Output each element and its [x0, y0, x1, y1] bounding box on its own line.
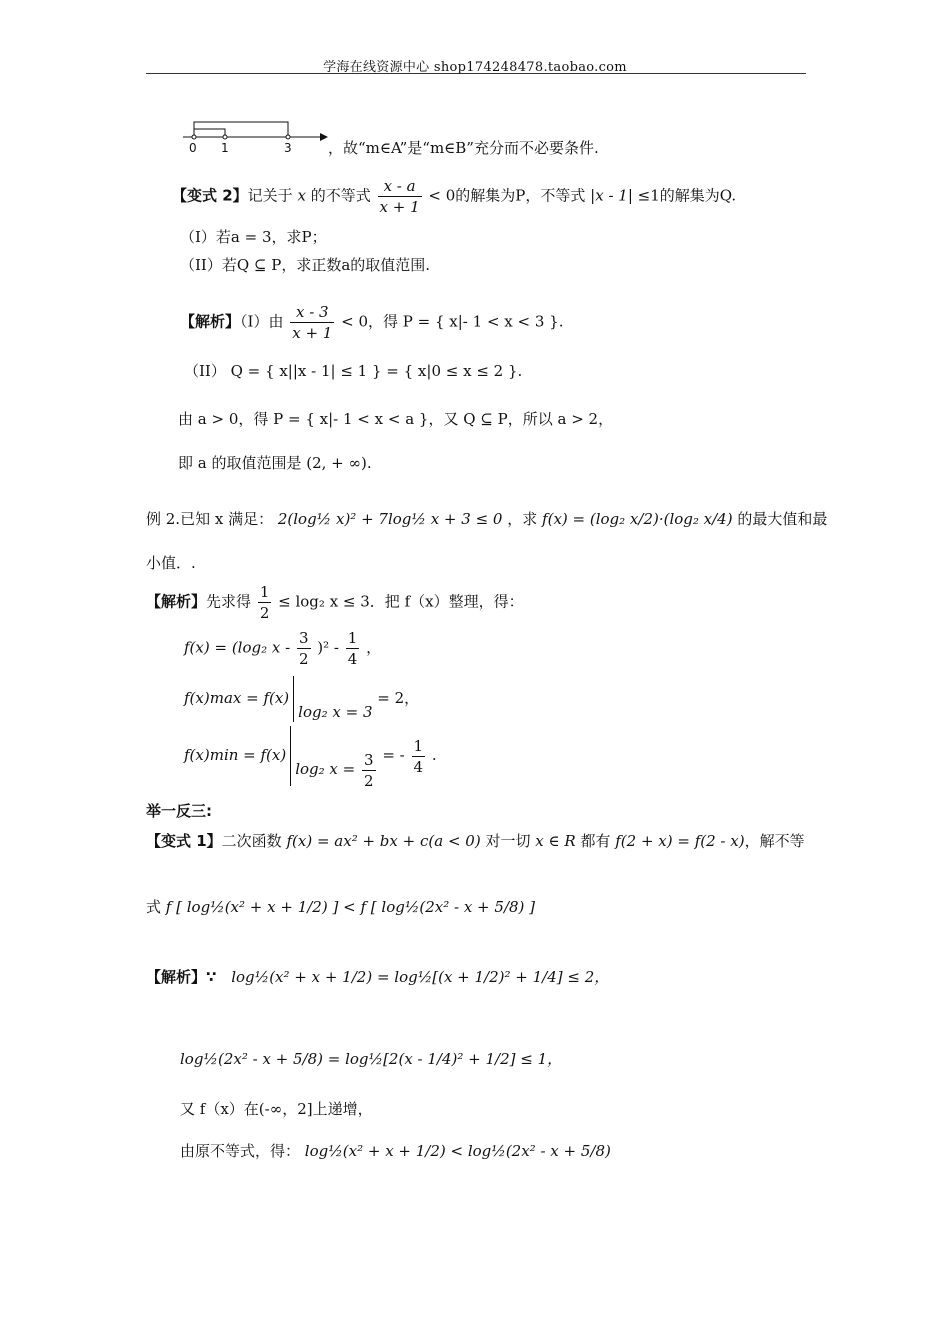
- set-b-interval: [194, 129, 225, 137]
- example2-inequality: 2(log½ x)² + 7log½ x + 3 ≤ 0: [277, 510, 503, 528]
- solution-ex2-l3-pre: f(x)max = f(x): [184, 689, 290, 707]
- variant2-frac-den: x + 1: [379, 198, 420, 216]
- solution-ex2-l1-den: 2: [259, 604, 270, 622]
- solution-ex2-l2-f2-den: 4: [347, 650, 358, 668]
- solution2-part2: （II） Q = { x||x - 1| ≤ 1 } = { x|0 ≤ x ≤ 2 }.: [184, 362, 523, 380]
- solution-ex2-l4-cond-frac: [362, 750, 376, 791]
- solution-ex2-line4: [184, 726, 437, 790]
- variant2-part1: （I）若a = 3，求P；: [180, 228, 327, 246]
- solution-ex2-l4-f-den: 4: [413, 757, 424, 776]
- practice-l1-x: x ∈ R: [535, 832, 576, 850]
- variant2-text-end: ≤1的解集为Q.: [637, 186, 737, 205]
- practice-line2: [146, 896, 535, 917]
- solution-v1-tag: 【解析】∵: [146, 968, 217, 986]
- variant2-text-mid: 的不等式: [310, 186, 371, 205]
- solution-ex2-l3-post: = 2，: [377, 689, 420, 707]
- practice-l1-mid2: 都有: [580, 832, 611, 850]
- solution-ex2-l2-f1-den: 2: [298, 650, 309, 668]
- solution-ex2-l4-cf-num: 3: [364, 750, 374, 769]
- solution-ex2-l2-frac2: [346, 628, 360, 669]
- variant2-text-post: < 0的解集为P，不等式: [428, 186, 586, 205]
- solution-ex2-l4-f-num: 1: [413, 736, 424, 755]
- solution-ex2-l2-pre: f(x) = (log₂ x -: [184, 638, 291, 657]
- solution-v1-line2: log½(2x² - x + 5/8) = log½[2(x - 1/4)² + 1/2] ≤ 1，: [180, 1050, 563, 1068]
- solution-ex2-l3-cond: log₂ x = 3: [298, 703, 373, 721]
- solution-ex2-l4-cond: log₂ x =: [295, 760, 356, 778]
- point-1: [223, 135, 227, 139]
- solution-ex2-l4-cf-den: 2: [364, 771, 374, 790]
- practice-tag: 【变式 1】: [146, 832, 222, 850]
- solution2-frac-den: x + 1: [292, 324, 333, 342]
- solution2-frac-num: x - 3: [290, 302, 334, 323]
- example2-pre: 例 2.已知 x 满足：: [146, 510, 274, 528]
- solution-ex2-l4-post: .: [431, 746, 437, 764]
- solution-ex2-l1-fraction: [258, 582, 272, 623]
- example2-function: f(x) = (log₂ x/2)·(log₂ x/4): [542, 510, 733, 528]
- practice-l2-pre: 式: [146, 898, 162, 916]
- practice-heading: 举一反三:: [146, 802, 212, 820]
- solution-ex2-l4-frac: [412, 736, 426, 777]
- practice-l1-func: f(x) = ax² + bx + c(a < 0): [286, 832, 481, 850]
- solution2-p1-pre: （I）由: [240, 312, 284, 331]
- solution2-fraction: [290, 302, 334, 343]
- evaluation-bar: [293, 676, 294, 722]
- tick-label-1: 1: [221, 141, 229, 155]
- tick-label-0: 0: [189, 141, 197, 155]
- evaluation-bar-min: [290, 726, 291, 786]
- practice-l2-rel: <: [343, 898, 356, 916]
- practice-l1-mid: 对一切: [485, 832, 531, 850]
- number-line-figure: [180, 116, 330, 156]
- variant2-var-x: x: [297, 186, 306, 205]
- variant2-frac-num: x - a: [378, 176, 422, 197]
- example2-statement: [146, 508, 827, 529]
- point-0: [192, 135, 196, 139]
- example2-line2: 小值．.: [146, 554, 196, 572]
- tick-label-3: 3: [284, 141, 292, 155]
- solution2-part1: [180, 302, 563, 343]
- solution-v1-line1: [146, 966, 609, 987]
- variant2-tag: 【变式 2】: [172, 186, 248, 205]
- solution-ex2-l4-pre: f(x)min = f(x): [184, 746, 287, 764]
- axis-arrow-icon: [320, 133, 328, 141]
- practice-variant1: [146, 830, 806, 851]
- practice-l1-post: ，解不等: [744, 832, 805, 850]
- solution-ex2-l4-mid: = -: [382, 746, 405, 764]
- solution-ex2-l1-pre: 先求得: [206, 592, 252, 611]
- page-header: 学海在线资源中心 shop174248478.taobao.com: [323, 60, 627, 75]
- solution-ex2-l2-f1-num: 3: [298, 629, 309, 647]
- solution2-line4: 即 a 的取值范围是 (2, + ∞).: [178, 454, 372, 472]
- solution2-tag: 【解析】: [180, 312, 241, 331]
- practice-l2-rhs: f [ log½(2x² - x + 5/8) ]: [360, 898, 536, 916]
- solution-v1-l4-expr: log½(x² + x + 1/2) < log½(2x² - x + 5/8): [304, 1142, 611, 1160]
- solution-v1-line4: [180, 1140, 611, 1161]
- variant2-part2: （II）若Q ⊆ P，求正数a的取值范围.: [180, 256, 431, 274]
- practice-l1-eq: f(2 + x) = f(2 - x): [615, 832, 745, 850]
- variant2-text-pre: 记关于: [247, 186, 293, 205]
- example2-mid: ，求: [507, 510, 538, 528]
- header-divider: [146, 73, 806, 74]
- variant2-fraction: [378, 176, 422, 217]
- solution2-p1-post: < 0，得 P = { x|- 1 < x < 3 }.: [341, 312, 564, 331]
- solution-ex2-l2-mid: )² -: [317, 638, 339, 657]
- example2-post: 的最大值和最: [737, 510, 828, 528]
- variant2-abs-expr: |x - 1|: [590, 186, 633, 205]
- solution-v1-line3: 又 f（x）在(-∞，2]上递增，: [180, 1100, 373, 1118]
- solution-ex2-line2: [184, 628, 381, 669]
- point-3: [286, 135, 290, 139]
- solution-ex2-l2-post: ，: [366, 638, 382, 657]
- solution-v1-l1: log½(x² + x + 1/2) = log½[(x + 1/2)² + 1/4] ≤ 2，: [231, 968, 610, 986]
- solution-ex2-l1-post: ≤ log₂ x ≤ 3．把 f（x）整理，得：: [278, 592, 524, 611]
- solution-ex2-line1: [146, 582, 524, 623]
- solution-ex2-tag: 【解析】: [146, 592, 207, 611]
- numberline-conclusion: ，故“m∈A”是“m∈B”充分而不必要条件.: [328, 139, 599, 157]
- solution-ex2-l2-frac1: [297, 628, 311, 669]
- solution-v1-l4-pre: 由原不等式，得：: [180, 1142, 301, 1160]
- practice-l2-lhs: f [ log½(x² + x + 1/2) ]: [165, 898, 339, 916]
- solution-ex2-l1-num: 1: [259, 583, 270, 601]
- practice-l1-pre: 二次函数: [221, 832, 282, 850]
- solution2-line3: 由 a > 0，得 P = { x|- 1 < x < a }，又 Q ⊆ P，所以 a > 2，: [178, 410, 614, 428]
- solution-ex2-line3: [184, 676, 419, 722]
- solution-ex2-l2-f2-num: 1: [347, 629, 358, 647]
- variant2-statement: [172, 176, 736, 217]
